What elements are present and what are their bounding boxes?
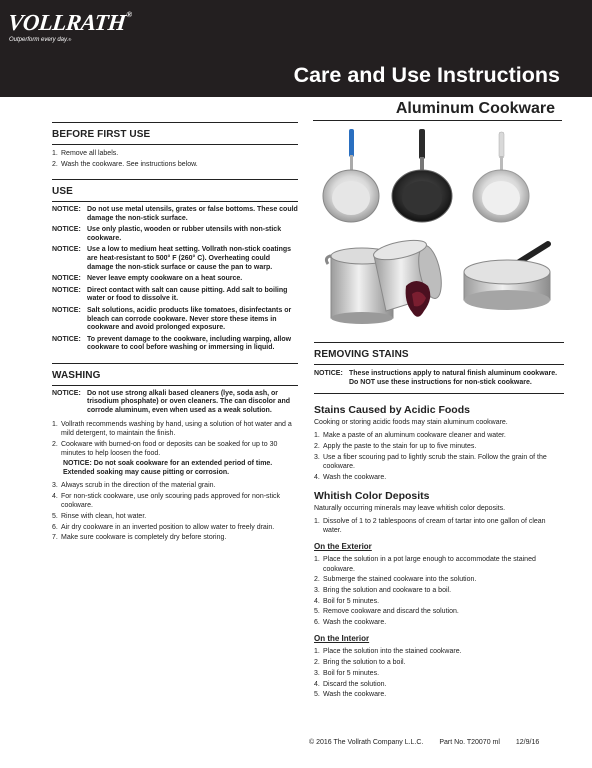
- notice-text: Do not use metal utensils, grates or false bottoms. These could damage the non-stick surface.: [87, 205, 298, 222]
- notice-label: NOTICE:: [52, 286, 81, 294]
- step-text: Vollrath recommends washing by hand, using a solution of hot water and a mild detergent, to maintain the finish.: [61, 420, 292, 437]
- product-photos: [316, 126, 562, 332]
- acidic-steps: [314, 431, 564, 482]
- tagline-text: Outperform every day.: [9, 37, 69, 43]
- brand-tagline: [9, 37, 71, 43]
- step-number: 3.: [52, 482, 58, 490]
- footer: [309, 739, 539, 746]
- notice-text: Salt solutions, acidic products like tomatoes, disinfectants or bleach can corrode cookware. Never store these items in cookware and avoid prolonged exposure.: [87, 306, 292, 332]
- step-text: Air dry cookware in an inverted position to allow water to freely drain.: [61, 523, 275, 531]
- step-text: Remove all labels.: [61, 150, 119, 157]
- brand-registered-mark: ®: [125, 10, 133, 19]
- step-number: 2.: [52, 160, 58, 168]
- tagline-mark: ®: [68, 37, 72, 42]
- step-number: 1.: [314, 648, 320, 656]
- step-number: 1.: [314, 556, 320, 564]
- notice-item: [52, 336, 298, 353]
- step-number: 5.: [52, 513, 58, 521]
- list-item: [52, 420, 298, 439]
- step-text: Discard the solution.: [323, 680, 387, 688]
- notice-text: These instructions apply to natural finish aluminum cookware. Do NOT use these instructions for non-stick cookware.: [349, 370, 558, 386]
- interior-steps: [314, 647, 564, 699]
- washing-steps: [52, 420, 298, 459]
- step-text: Make a paste of an aluminum cookware cleaner and water.: [323, 432, 506, 440]
- step-number: 4.: [52, 493, 58, 501]
- step-number: 6.: [314, 619, 320, 627]
- list-item: [314, 680, 564, 689]
- list-item: [52, 512, 298, 521]
- step-text: Boil for 5 minutes.: [323, 597, 380, 605]
- step-text: Submerge the stained cookware into the solution.: [323, 576, 477, 584]
- step-number: 1.: [314, 517, 320, 525]
- copyright-mark: ©: [309, 739, 315, 746]
- brand-name: VOLLRATH: [6, 10, 127, 35]
- step-number: 5.: [314, 608, 320, 616]
- saute-pan: [464, 244, 550, 310]
- notice-text: Use a low to medium heat setting. Vollrath non-stick coatings are heat-resistant to 500° F (260° C). Overheating could damage the non-stick surface or cause the pan to warp.: [87, 246, 292, 271]
- left-column: [52, 122, 298, 545]
- frypan-aluminum: [473, 132, 529, 222]
- heading-acidic-stains: Stains Caused by Acidic Foods: [314, 404, 470, 417]
- list-item: [52, 160, 298, 169]
- list-item: [314, 647, 564, 656]
- step-text: Wash the cookware. See instructions below.: [61, 160, 198, 168]
- step-number: 3.: [314, 587, 320, 595]
- step-text: Bring the solution to a boil.: [323, 659, 406, 667]
- list-item: [314, 442, 564, 451]
- exterior-steps: [314, 555, 564, 627]
- step-text: Boil for 5 minutes.: [323, 669, 380, 677]
- list-item: [52, 533, 298, 542]
- list-item: [314, 607, 564, 616]
- list-item: [314, 669, 564, 678]
- step-number: 2.: [314, 576, 320, 584]
- part-number: Part No. T20070 ml: [439, 739, 500, 746]
- step-text: Dissolve of 1 to 2 tablespoons of cream of tartar into one gallon of clean water.: [323, 517, 546, 535]
- step-number: 1.: [52, 150, 58, 157]
- list-item: [314, 690, 564, 699]
- list-item: [314, 555, 564, 574]
- acidic-intro: Cooking or storing acidic foods may stain aluminum cookware.: [314, 419, 508, 427]
- notice-label: NOTICE:: [52, 389, 81, 397]
- company-text: 2016 The Vollrath Company L.L.C.: [316, 739, 424, 746]
- step-text: Wash the cookware.: [323, 473, 387, 481]
- notice-text: Do not use strong alkali based cleaners (lye, soda ash, or trisodium phosphate) or oven cleaners. The can discolor and corrode aluminum, even when used as a weak solution.: [87, 389, 291, 415]
- frypan-nonstick: [392, 129, 452, 222]
- heading-on-interior: On the Interior: [314, 634, 370, 644]
- notice-text: Never leave empty cookware on a heat source.: [87, 275, 243, 283]
- notice-item: [52, 246, 298, 272]
- notice-item: [314, 370, 564, 387]
- notice-item: [52, 307, 298, 333]
- step-text: Use a fiber scouring pad to lightly scrub the stain. Follow the grain of the cookware.: [323, 453, 547, 470]
- revision-date: 12/9/16: [515, 739, 540, 746]
- step-number: 2.: [314, 442, 320, 450]
- list-item: [314, 586, 564, 595]
- step-number: 7.: [52, 534, 58, 542]
- step-number: 4.: [314, 680, 320, 688]
- notice-label: NOTICE:: [52, 275, 81, 283]
- section-title-use: USE: [52, 179, 298, 202]
- cookware-illustration: [316, 126, 562, 332]
- section-title-washing: WASHING: [52, 363, 298, 386]
- list-item: [314, 658, 564, 667]
- step-number: 3.: [314, 453, 320, 461]
- step-text: Rinse with clean, hot water.: [61, 513, 147, 521]
- heading-on-exterior: On the Exterior: [314, 542, 372, 552]
- right-column: [314, 342, 564, 702]
- step-text: Wash the cookware.: [323, 691, 387, 699]
- heading-whitish-deposits: Whitish Color Deposits: [314, 489, 430, 502]
- step-number: 1.: [314, 432, 320, 440]
- notice-item: [52, 287, 298, 304]
- list-item: [52, 149, 298, 158]
- divider: [314, 393, 564, 394]
- notice-label: NOTICE:: [52, 226, 81, 234]
- step-text: Wash the cookware.: [323, 619, 387, 627]
- whitish-steps: [314, 517, 564, 536]
- use-notices: [52, 206, 298, 353]
- soak-notice: NOTICE: Do not soak cookware for an extended period of time. Extended soaking may cause pitting or corrosion.: [63, 460, 273, 476]
- before-first-use-steps: [52, 149, 298, 169]
- section-title-before-first-use: BEFORE FIRST USE: [52, 122, 298, 145]
- notice-item: [52, 226, 298, 243]
- notice-label: NOTICE:: [52, 306, 81, 314]
- step-text: Apply the paste to the stain for up to five minutes.: [323, 442, 477, 450]
- list-item: [314, 575, 564, 584]
- step-text: Place the solution in a pot large enough to accommodate the stained cookware.: [323, 556, 536, 573]
- list-item: [52, 492, 298, 511]
- notice-label: NOTICE:: [52, 335, 81, 343]
- document-subtitle: Aluminum Cookware: [395, 100, 555, 117]
- list-item: [314, 597, 564, 606]
- brand-logo: [7, 10, 133, 36]
- list-item: [52, 440, 298, 459]
- step-number: 4.: [314, 597, 320, 605]
- notice-text: To prevent damage to the cookware, including warping, allow cookware to cool before washing or immersing in liquid.: [87, 335, 292, 352]
- notice-label: NOTICE:: [52, 205, 81, 213]
- notice-label: NOTICE:: [314, 370, 343, 377]
- notice-label: NOTICE:: [52, 246, 81, 254]
- food-stain: [406, 281, 431, 317]
- list-item: [314, 517, 564, 536]
- list-item: [52, 523, 298, 532]
- step-text: Cookware with burned-on food or deposits can be soaked for up to 30 minutes to help loosen the food.: [61, 440, 278, 457]
- step-text: Place the solution into the stained cookware.: [323, 648, 462, 656]
- step-number: 1.: [52, 420, 58, 428]
- step-text: Always scrub in the direction of the material grain.: [61, 482, 216, 490]
- notice-text: Use only plastic, wooden or rubber utensils with non-stick cookware.: [87, 226, 282, 242]
- frypan-blue-handle: [323, 129, 379, 222]
- step-text: Bring the solution and cookware to a boil.: [323, 587, 452, 595]
- subtitle-rule: [313, 120, 562, 121]
- notice-item: [52, 275, 298, 284]
- step-number: 4.: [314, 473, 320, 481]
- header-bar: [0, 0, 592, 97]
- step-number: 5.: [314, 691, 320, 699]
- step-text: Remove cookware and discard the solution.: [323, 608, 459, 616]
- step-text: For non-stick cookware, use only scouring pads approved for non-stick cookware.: [61, 493, 281, 510]
- step-number: 2.: [52, 440, 58, 448]
- list-item: [314, 431, 564, 440]
- list-item: [52, 481, 298, 490]
- step-text: Make sure cookware is completely dry before storing.: [61, 534, 227, 542]
- list-item: [314, 453, 564, 472]
- step-number: 6.: [52, 523, 58, 531]
- notice-item: [52, 206, 298, 223]
- washing-steps-continued: [52, 481, 298, 542]
- notice-item: [52, 390, 298, 416]
- step-number: 3.: [314, 669, 320, 677]
- whitish-intro: Naturally occurring minerals may leave whitish color deposits.: [314, 504, 506, 512]
- list-item: [314, 473, 564, 482]
- list-item: [314, 618, 564, 627]
- document-title: Care and Use Instructions: [293, 63, 560, 87]
- section-title-removing-stains: REMOVING STAINS: [314, 342, 564, 365]
- notice-text: Direct contact with salt can cause pitting. Add salt to boiling water or food to dissolve it.: [87, 286, 288, 303]
- step-number: 2.: [314, 659, 320, 667]
